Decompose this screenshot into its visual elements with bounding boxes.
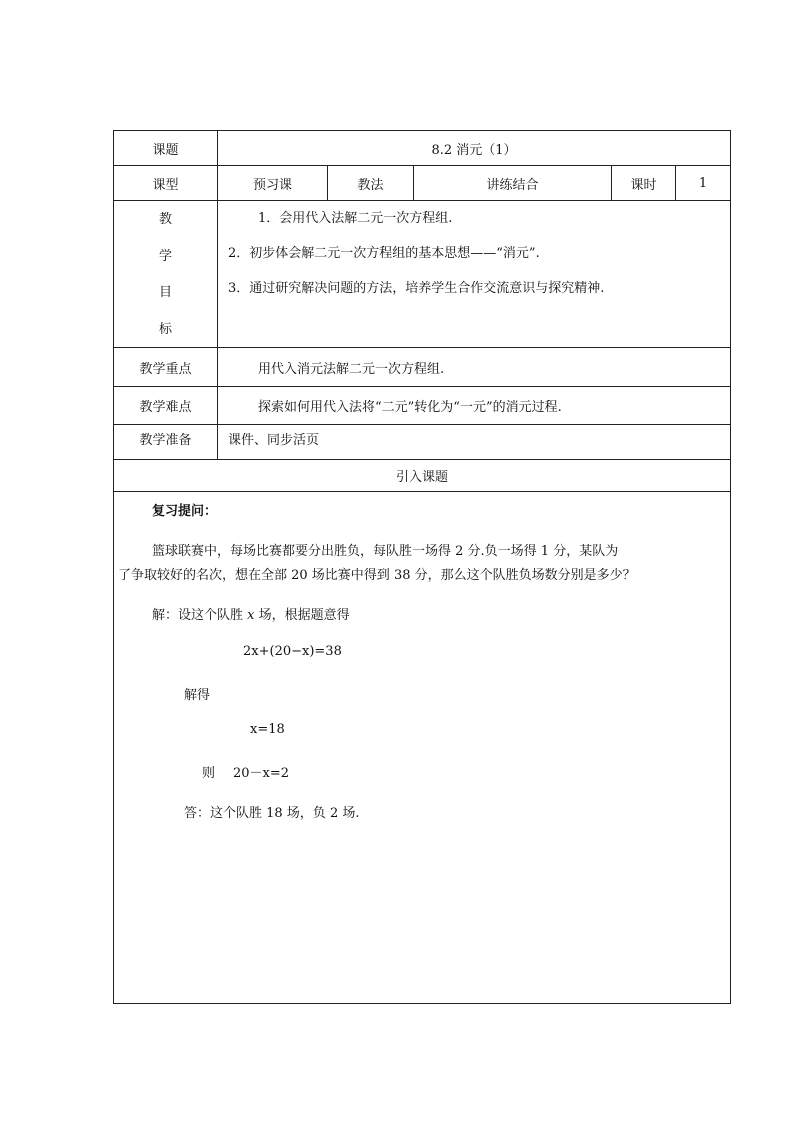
- objectives-label-char: 教: [158, 212, 172, 227]
- objectives-label-char: 目: [158, 285, 172, 300]
- then-label: 则: [202, 766, 216, 781]
- type-label: 课型: [114, 166, 218, 201]
- solve-label: 解得: [184, 688, 211, 703]
- solution-pre: 解：设这个队胜: [152, 608, 248, 623]
- answer: 答：这个队胜 18 场，负 2 场.: [184, 806, 360, 821]
- method-label: 教法: [328, 166, 414, 201]
- difficulty-row: [114, 387, 731, 425]
- objective-item: 3．通过研究解决问题的方法，培养学生合作交流意识与探究精神.: [228, 281, 605, 296]
- type-value: 预习课: [218, 166, 328, 201]
- section-title-row: [114, 460, 731, 492]
- content-row: [114, 492, 731, 1004]
- solution-var: x: [247, 608, 255, 623]
- equation: 2x+(20−x)=38: [243, 644, 342, 659]
- method-value: 讲练结合: [414, 166, 612, 201]
- solution-post: 场，根据题意得: [254, 608, 350, 623]
- key-point-label: 教学重点: [114, 348, 218, 387]
- objectives-label-char: 标: [158, 321, 172, 337]
- key-point-value: 用代入消元法解二元一次方程组.: [218, 348, 731, 387]
- hours-value: 1: [676, 166, 731, 201]
- preparation-value: 课件、同步活页: [218, 425, 731, 460]
- review-heading: 复习提问：: [152, 504, 218, 519]
- objectives-label: [114, 201, 218, 348]
- preparation-label: 教学准备: [114, 425, 218, 460]
- content-cell: [114, 492, 731, 1004]
- objective-item: 1．会用代入法解二元一次方程组.: [258, 211, 453, 226]
- type-row: [114, 166, 731, 201]
- topic-value: 8.2 消元（1）: [218, 131, 731, 166]
- hours-label: 课时: [612, 166, 676, 201]
- section-title: 引入课题: [114, 460, 731, 492]
- topic-row: [114, 131, 731, 166]
- difficulty-label: 教学难点: [114, 387, 218, 425]
- objectives-label-char: 学: [158, 248, 172, 264]
- content-body: [114, 492, 730, 1002]
- objective-item: 2．初步体会解二元一次方程组的基本思想——“消元”.: [228, 246, 540, 261]
- objectives-row: [114, 201, 731, 348]
- solution-intro: [152, 604, 350, 623]
- key-point-row: [114, 348, 731, 387]
- lesson-plan-table: [113, 130, 731, 1004]
- then-expression: 20－x=2: [233, 766, 290, 781]
- difficulty-value: 探索如何用代入法将“二元”转化为“一元”的消元过程.: [218, 387, 731, 425]
- problem-line-1: 篮球联赛中，每场比赛都要分出胜负，每队胜一场得 2 分.负一场得 1 分，某队为: [152, 544, 619, 559]
- preparation-row: [114, 425, 731, 460]
- result-x: x=18: [250, 722, 285, 737]
- topic-label: 课题: [114, 131, 218, 166]
- problem-line-2: 了争取较好的名次，想在全部 20 场比赛中得到 38 分，那么这个队胜负场数分别是多少？: [118, 568, 636, 583]
- objectives-content: [218, 201, 731, 348]
